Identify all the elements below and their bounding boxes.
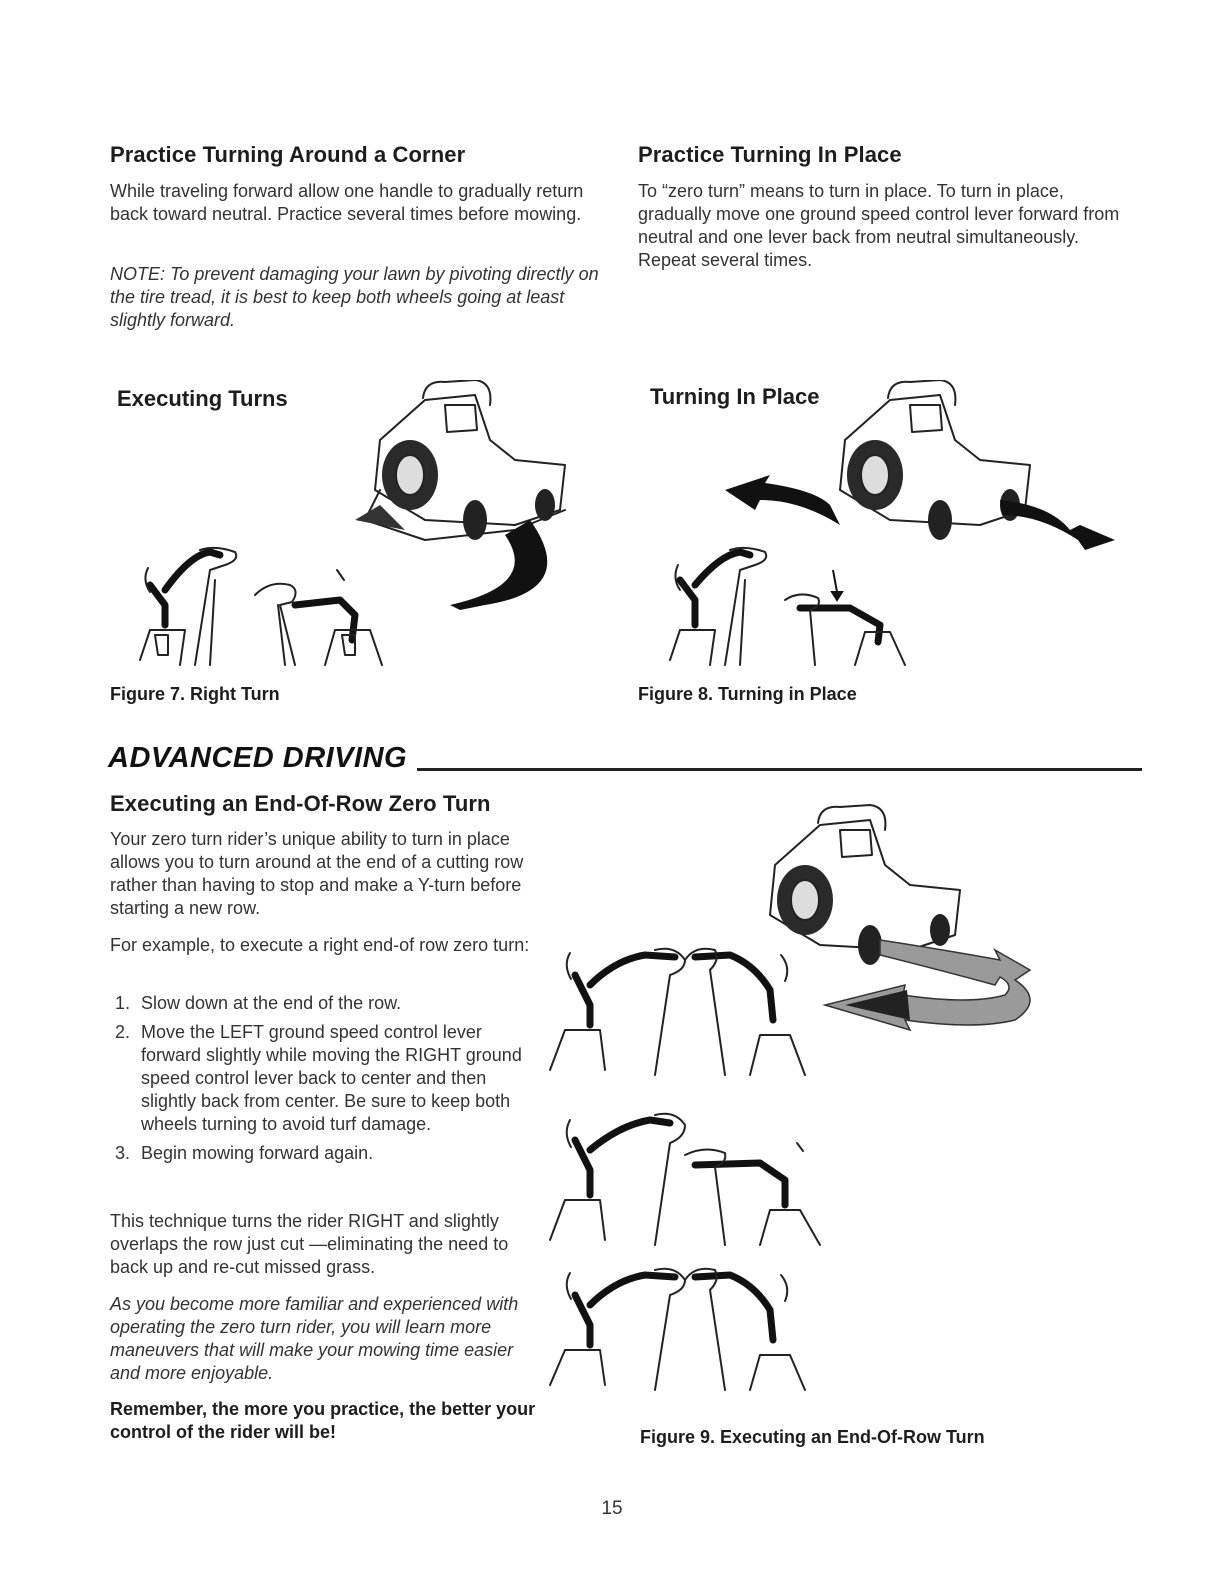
steps-list <box>110 992 530 1171</box>
advanced-intro: Your zero turn rider’s unique ability to turn in place allows you to turn around at the end of a cutting row rather than having to stop and make a Y-turn before starting a new row. <box>110 829 524 918</box>
turning-corner-body: While traveling forward allow one handle to gradually return back toward neutral. Practice several times before mowing. <box>110 181 584 224</box>
figure8-caption: Figure 8. Turning in Place <box>638 684 857 704</box>
turn-arrow <box>725 475 840 525</box>
mower-illustration <box>355 380 565 540</box>
step-item <box>110 1021 530 1136</box>
advanced-remember: Remember, the more you practice, the better your control of the rider will be! <box>110 1399 536 1442</box>
step-item <box>110 1142 530 1165</box>
step-number: 1. <box>114 993 130 1013</box>
step-number: 2. <box>114 1022 130 1042</box>
heading-end-of-row: Executing an End-Of-Row Zero Turn <box>110 791 491 816</box>
figure7-title: Executing Turns <box>117 386 288 411</box>
figure7-illustration <box>110 380 590 670</box>
hand-lever-illustration <box>140 548 382 665</box>
turning-corner-note: NOTE: To prevent damaging your lawn by pivoting directly on the tire tread, it is best to keep both wheels going at least slightly forward. <box>110 264 599 330</box>
mower-illustration <box>840 380 1030 540</box>
figure8-illustration <box>640 380 1140 670</box>
section-title-advanced-driving: ADVANCED DRIVING <box>108 742 417 775</box>
advanced-example: For example, to execute a right end-of row zero turn: <box>110 935 530 955</box>
figure9-caption: Figure 9. Executing an End-Of-Row Turn <box>640 1427 985 1447</box>
advanced-technique: This technique turns the rider RIGHT and slightly overlaps the row just cut —eliminating the need to back up and re-cut missed grass. <box>110 1211 509 1277</box>
step-text: Move the LEFT ground speed control lever forward slightly while moving the RIGHT ground speed control lever back to center and then slightly back from center. Be sure to keep both wheels turning to avoid turf damage. <box>141 1022 522 1134</box>
figure9-illustration <box>545 795 1085 1395</box>
page-number: 15 <box>601 1498 623 1519</box>
hand-lever-illustration <box>670 548 905 665</box>
turn-arrow <box>825 940 1030 1030</box>
step-text: Slow down at the end of the row. <box>141 993 402 1013</box>
hand-lever-illustration <box>550 1114 820 1245</box>
step-text: Begin mowing forward again. <box>141 1143 374 1163</box>
figure7-caption: Figure 7. Right Turn <box>110 684 280 704</box>
heading-turning-corner: Practice Turning Around a Corner <box>110 142 466 167</box>
hand-lever-illustration <box>550 949 805 1075</box>
advanced-italic-note: As you become more familiar and experienced with operating the zero turn rider, you will learn more maneuvers that will make your mowing time easier and more enjoyable. <box>110 1294 519 1383</box>
heading-turning-place: Practice Turning In Place <box>638 142 902 167</box>
mower-illustration <box>770 805 960 965</box>
hand-lever-illustration <box>550 1269 805 1390</box>
turn-arrow <box>450 520 547 610</box>
figure8-title: Turning In Place <box>650 384 820 409</box>
turn-arrow <box>1000 500 1115 550</box>
turning-place-body: To “zero turn” means to turn in place. To turn in place, gradually move one ground speed control lever forward from neutral and one lever back from neutral simultaneously. Repeat several times. <box>638 181 1120 270</box>
step-item <box>110 992 530 1015</box>
step-number: 3. <box>114 1143 130 1163</box>
